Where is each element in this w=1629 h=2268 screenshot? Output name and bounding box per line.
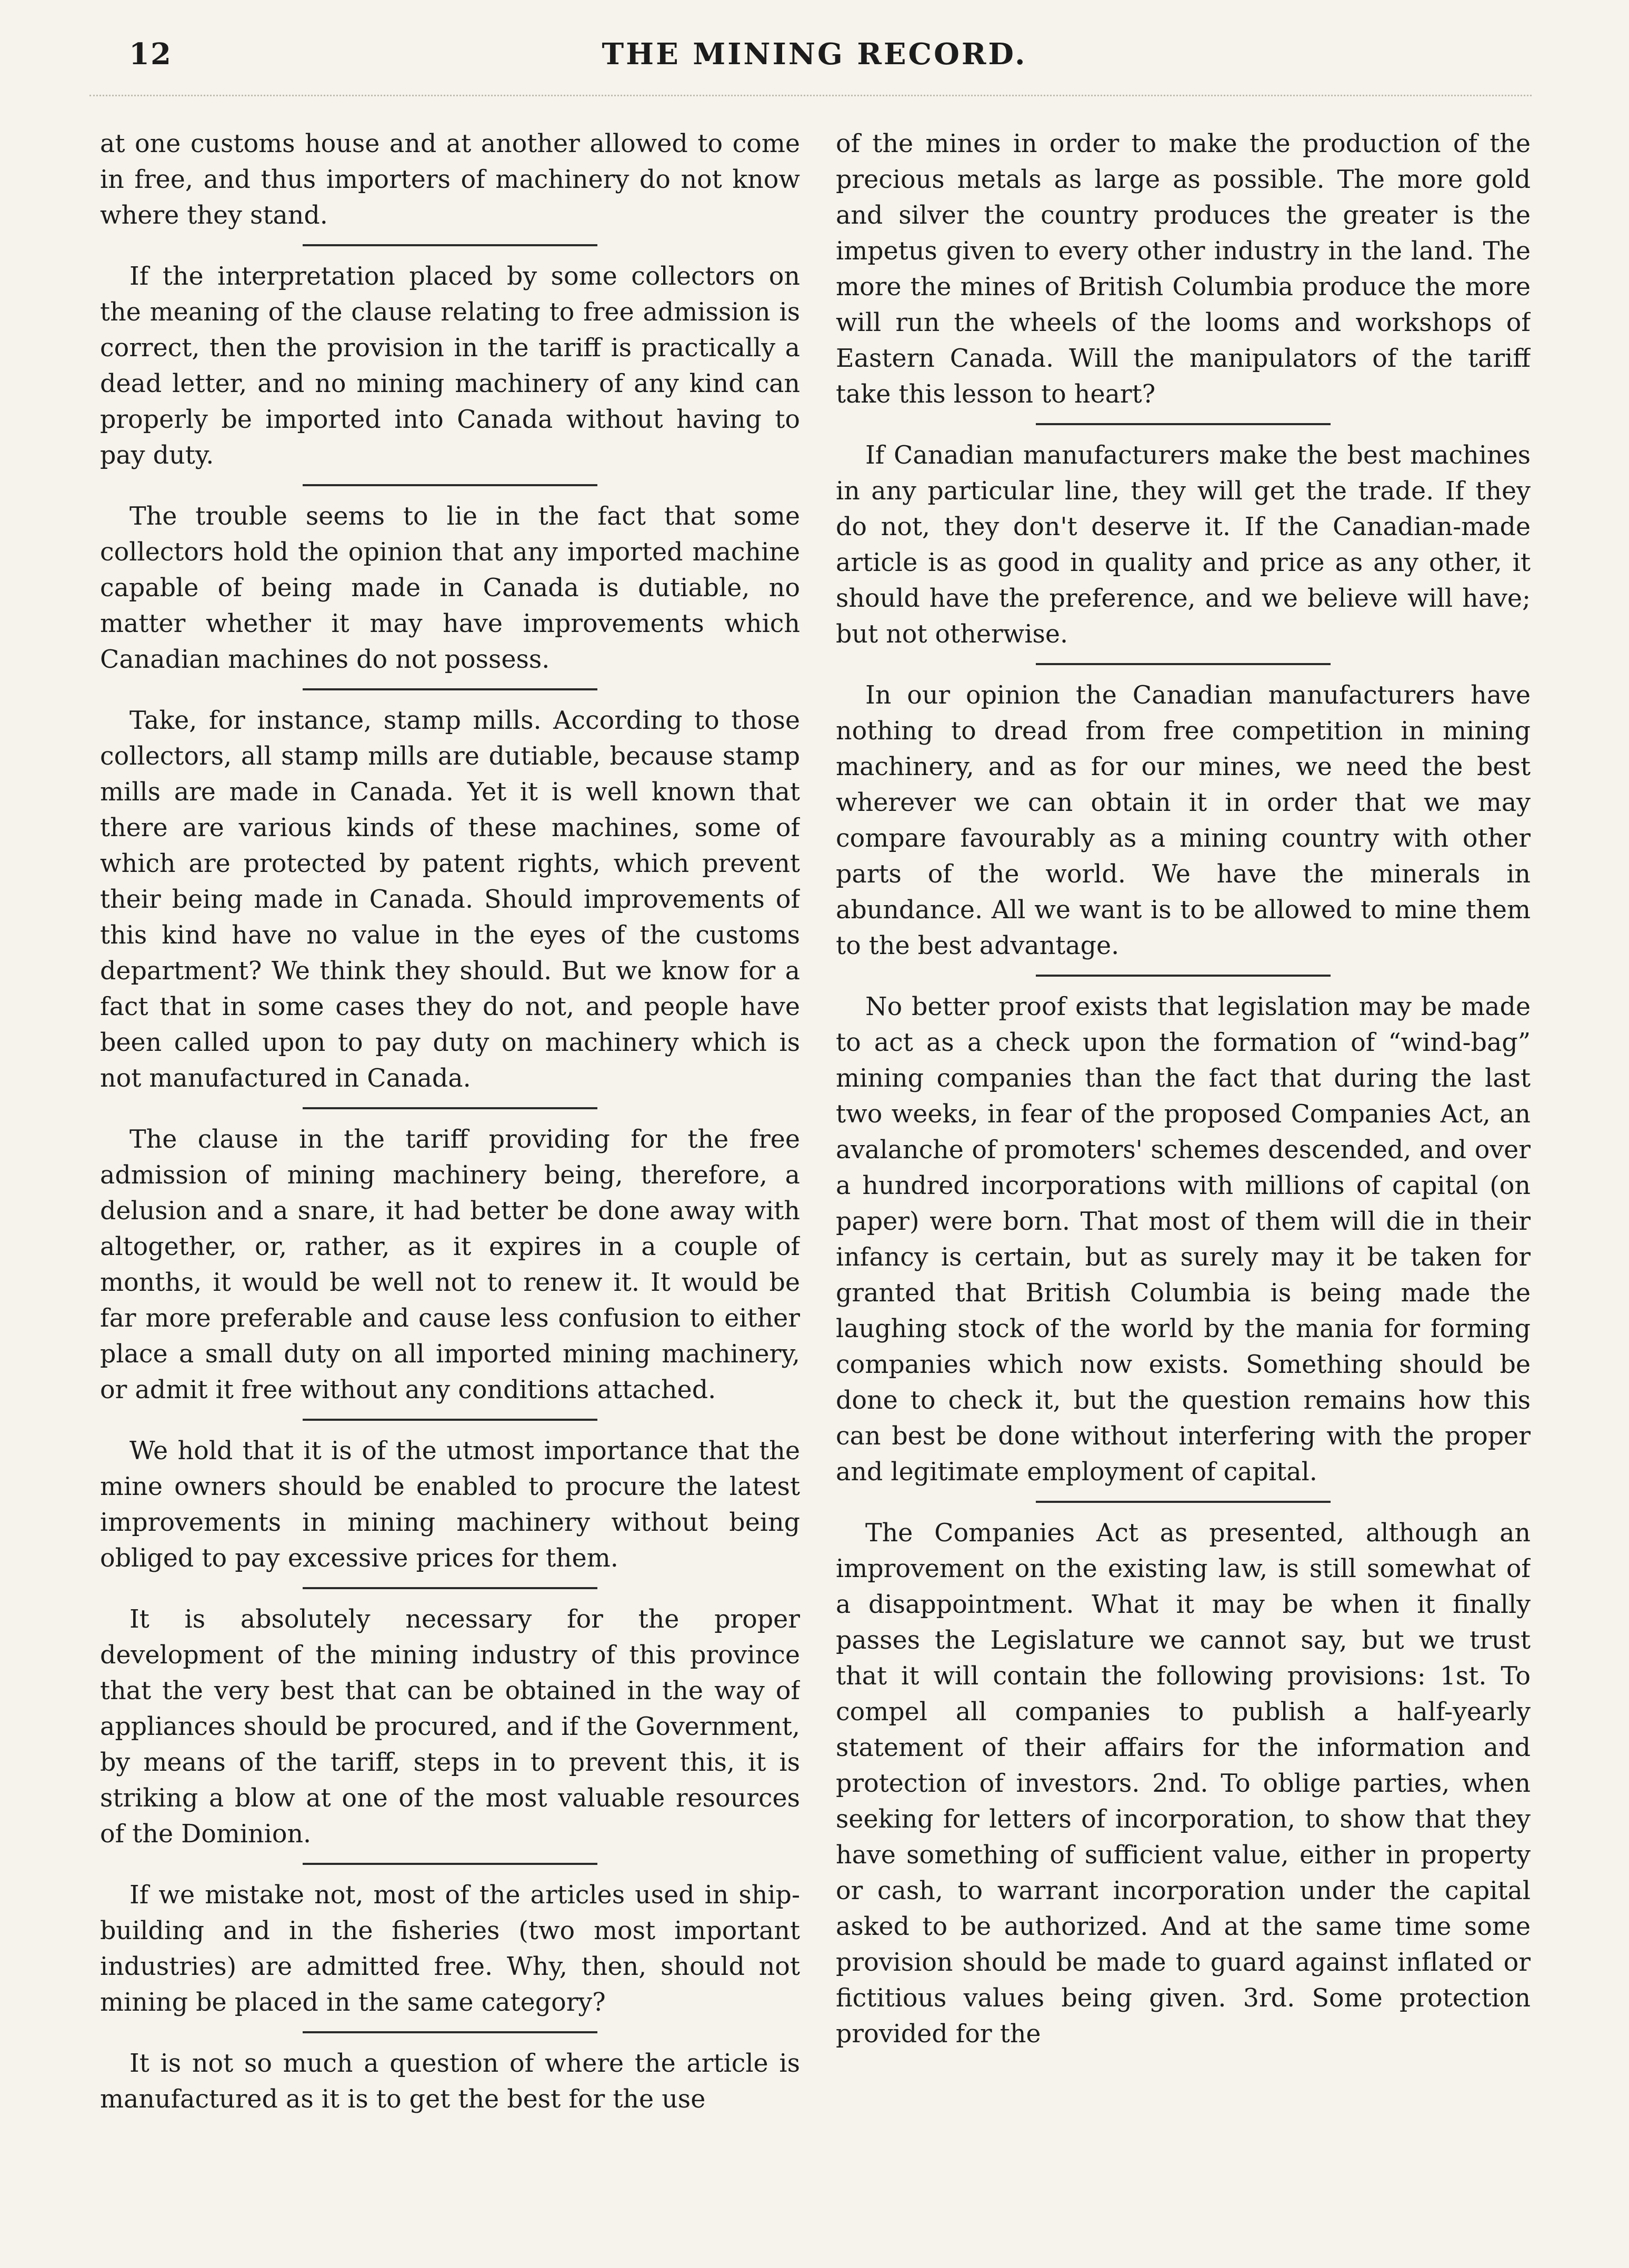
paragraph: It is absolutely necessary for the proper development of the mining industry of this province that the very best that can be obtained in the way of appliances should be procured, and if the Government, by means of the tariff, steps in to prevent this, it is striking a blow at one of the most valuable resources of the Dominion. xyxy=(100,1605,800,1849)
section-divider xyxy=(303,688,597,690)
paragraph: The clause in the tariff providing for the free admission of mining machinery being, therefore, a delusion and a snare, it had better be done away with altogether, or, rather, as it expires in a couple of months, it would be well not to renew it. It would be far more preferable and cause less confusion to either place a small duty on all imported mining machinery, or admit it free without any conditions attached. xyxy=(100,1125,800,1404)
section-divider xyxy=(303,1107,597,1109)
paragraph: We hold that it is of the utmost importance that the mine owners should be enabled to procure the latest improvements in mining machinery without being obliged to pay excessive prices for them. xyxy=(100,1437,800,1573)
section-divider xyxy=(303,2031,597,2033)
section-divider xyxy=(303,1863,597,1865)
page-header xyxy=(0,37,1629,79)
section-divider xyxy=(303,244,597,246)
header-rule xyxy=(89,95,1532,96)
paragraph: If Canadian manufacturers make the best machines in any particular line, they will get the trade. If they do not, they don't deserve it. If the Canadian-made article is as good in quality and price as any other, it should have the preference, and we believe will have; but not otherwise. xyxy=(836,441,1531,649)
section-divider xyxy=(303,484,597,486)
section-divider xyxy=(1036,1501,1331,1503)
section-divider xyxy=(303,1419,597,1421)
paragraph: The Companies Act as presented, although an improvement on the existing law, is still somewhat of a disappointment. What it may be when it finally passes the Legislature we cannot say, but we trust that it will contain the following provisions: 1st. To compel all companies to publish a half-yearly statement of their affairs for the information and protection of investors. 2nd. To oblige parties, when seeking for letters of incorporation, to show that they have something of sufficient value, either in property or cash, to warrant incorporation under the capital asked to be authorized. And at the same time some provision should be made to guard against inflated or fictitious values being given. 3rd. Some protection provided for the xyxy=(836,1519,1531,2049)
paragraph: It is not so much a question of where the article is manufactured as it is to get the best for the use xyxy=(100,2049,800,2114)
left-column xyxy=(100,126,800,2257)
right-column xyxy=(836,126,1531,2257)
section-divider xyxy=(1036,423,1331,425)
section-divider xyxy=(1036,975,1331,977)
journal-title: THE MINING RECORD. xyxy=(602,37,1027,72)
paragraph: at one customs house and at another allowed to come in free, and thus importers of machinery do not know where they stand. xyxy=(100,129,800,230)
paragraph: The trouble seems to lie in the fact that some collectors hold the opinion that any imported machine capable of being made in Canada is dutiable, no matter whether it may have improvements which Canadian machines do not possess. xyxy=(100,502,800,674)
paragraph: In our opinion the Canadian manufacturers have nothing to dread from free competition in mining machinery, and as for our mines, we need the best wherever we can obtain it in order that we may compare favourably as a mining country with other parts of the world. We have the minerals in abundance. All we want is to be allowed to mine them to the best advantage. xyxy=(836,681,1531,960)
paragraph: Take, for instance, stamp mills. According to those collectors, all stamp mills are dutiable, because stamp mills are made in Canada. Yet it is well known that there are various kinds of these machines, some of which are protected by patent rights, which prevent their being made in Canada. Should improvements of this kind have no value in the eyes of the customs department? We think they should. But we know for a fact that in some cases they do not, and people have been called upon to pay duty on machinery which is not manufactured in Canada. xyxy=(100,706,800,1093)
paragraph: If we mistake not, most of the articles used in ship-building and in the fisheries (two most important industries) are admitted free. Why, then, should not mining be placed in the same category? xyxy=(100,1881,800,2017)
paragraph: of the mines in order to make the production of the precious metals as large as possible. The more gold and silver the country produces the greater is the impetus given to every other industry in the land. The more the mines of British Columbia produce the more will run the wheels of the looms and workshops of Eastern Canada. Will the manipulators of the tariff take this lesson to heart? xyxy=(836,129,1531,409)
section-divider xyxy=(1036,663,1331,665)
paragraph: No better proof exists that legislation may be made to act as a check upon the formation of “wind-bag” mining companies than the fact that during the last two weeks, in fear of the proposed Companies Act, an avalanche of promoters' schemes descended, and over a hundred incorporations with millions of capital (on paper) were born. That most of them will die in their infancy is certain, but as surely may it be taken for granted that British Columbia is being made the laughing stock of the world by the mania for forming companies which now exists. Something should be done to check it, but the question remains how this can best be done without interfering with the proper and legitimate employment of capital. xyxy=(836,992,1531,1487)
page-number: 12 xyxy=(129,37,172,72)
paragraph: If the interpretation placed by some collectors on the meaning of the clause relating to free admission is correct, then the provision in the tariff is practically a dead letter, and no mining machinery of any kind can properly be imported into Canada without having to pay duty. xyxy=(100,262,800,470)
section-divider xyxy=(303,1587,597,1589)
